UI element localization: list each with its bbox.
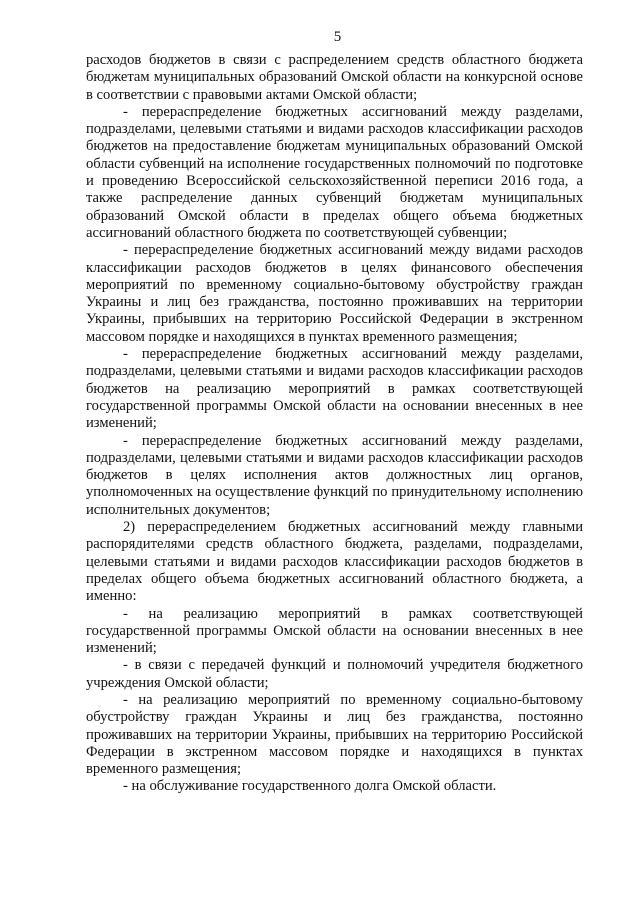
paragraph-bullet-state-program: - перераспределение бюджетных ассигнований между разделами, подразделами, целевыми статьями и видами расходов классификации расходов бюджетов на реализацию мероприятий в рамках соответствующей государственной программы Омской области на основании внесенных в нее изменений;: [86, 346, 583, 432]
paragraph-bullet-founder-functions: - в связи с передачей функций и полномочий учредителя бюджетного учреждения Омской области;: [86, 657, 583, 691]
paragraph-bullet-program-implementation: - на реализацию мероприятий в рамках соответствующей государственной программы Омской области на основании внесенных в нее изменений;: [86, 605, 583, 657]
paragraph-bullet-refugee-measures: - на реализацию мероприятий по временному социально-бытовому обустройству граждан Украины и лиц без гражданства, постоянно проживавших на территории Украины, прибывших на территорию Российской Федерации в экстренном массовом порядке и находящихся в пунктах временного размещения;: [86, 691, 583, 778]
paragraph-bullet-census-subventions: - перераспределение бюджетных ассигнований между разделами, подразделами, целевыми статьями и видами расходов классификации расходов бюджетов на предоставление бюджетам муниципальных образований Омской области субвенций на исполнение государственных полномочий по подготовке и проведению Всероссийской сельскохозяйственной переписи 2016 года, а также распределение данных субвенций бюджетам муниципальных образований Омской области в пределах общего объема бюджетных ассигнований областного бюджета по соответствующей субвенции;: [86, 103, 583, 241]
page-number: 5: [333, 29, 342, 45]
paragraph-item-2: 2) перераспределением бюджетных ассигнований между главными распорядителями средств областного бюджета, разделами, подразделами, целевыми статьями и видами расходов классификации расходов бюджетов в пределах общего объема бюджетных ассигнований областного бюджета, а именно:: [86, 519, 583, 605]
paragraph-bullet-refugee-support: - перераспределение бюджетных ассигнований между видами расходов классификации расходов бюджетов в целях финансового обеспечения мероприятий по временному социально-бытовому обустройству граждан Украины и лиц без гражданства, постоянно проживавших на территории Украины, прибывших на территорию Российской Федерации в экстренном массовом порядке и находящихся в пунктах временного размещения;: [86, 242, 583, 345]
paragraph-continuation: расходов бюджетов в связи с распределением средств областного бюджета бюджетам муниципальных образований Омской области на конкурсной основе в соответствии с правовыми актами Омской области;: [86, 52, 583, 103]
paragraph-bullet-enforcement-acts: - перераспределение бюджетных ассигнований между разделами, подразделами, целевыми статьями и видами расходов классификации расходов бюджетов в целях исполнения актов должностных лиц органов, уполномоченных на осуществление функций по принудительному исполнению исполнительных документов;: [86, 432, 583, 518]
paragraph-bullet-debt-service: - на обслуживание государственного долга Омской области.: [123, 778, 497, 795]
